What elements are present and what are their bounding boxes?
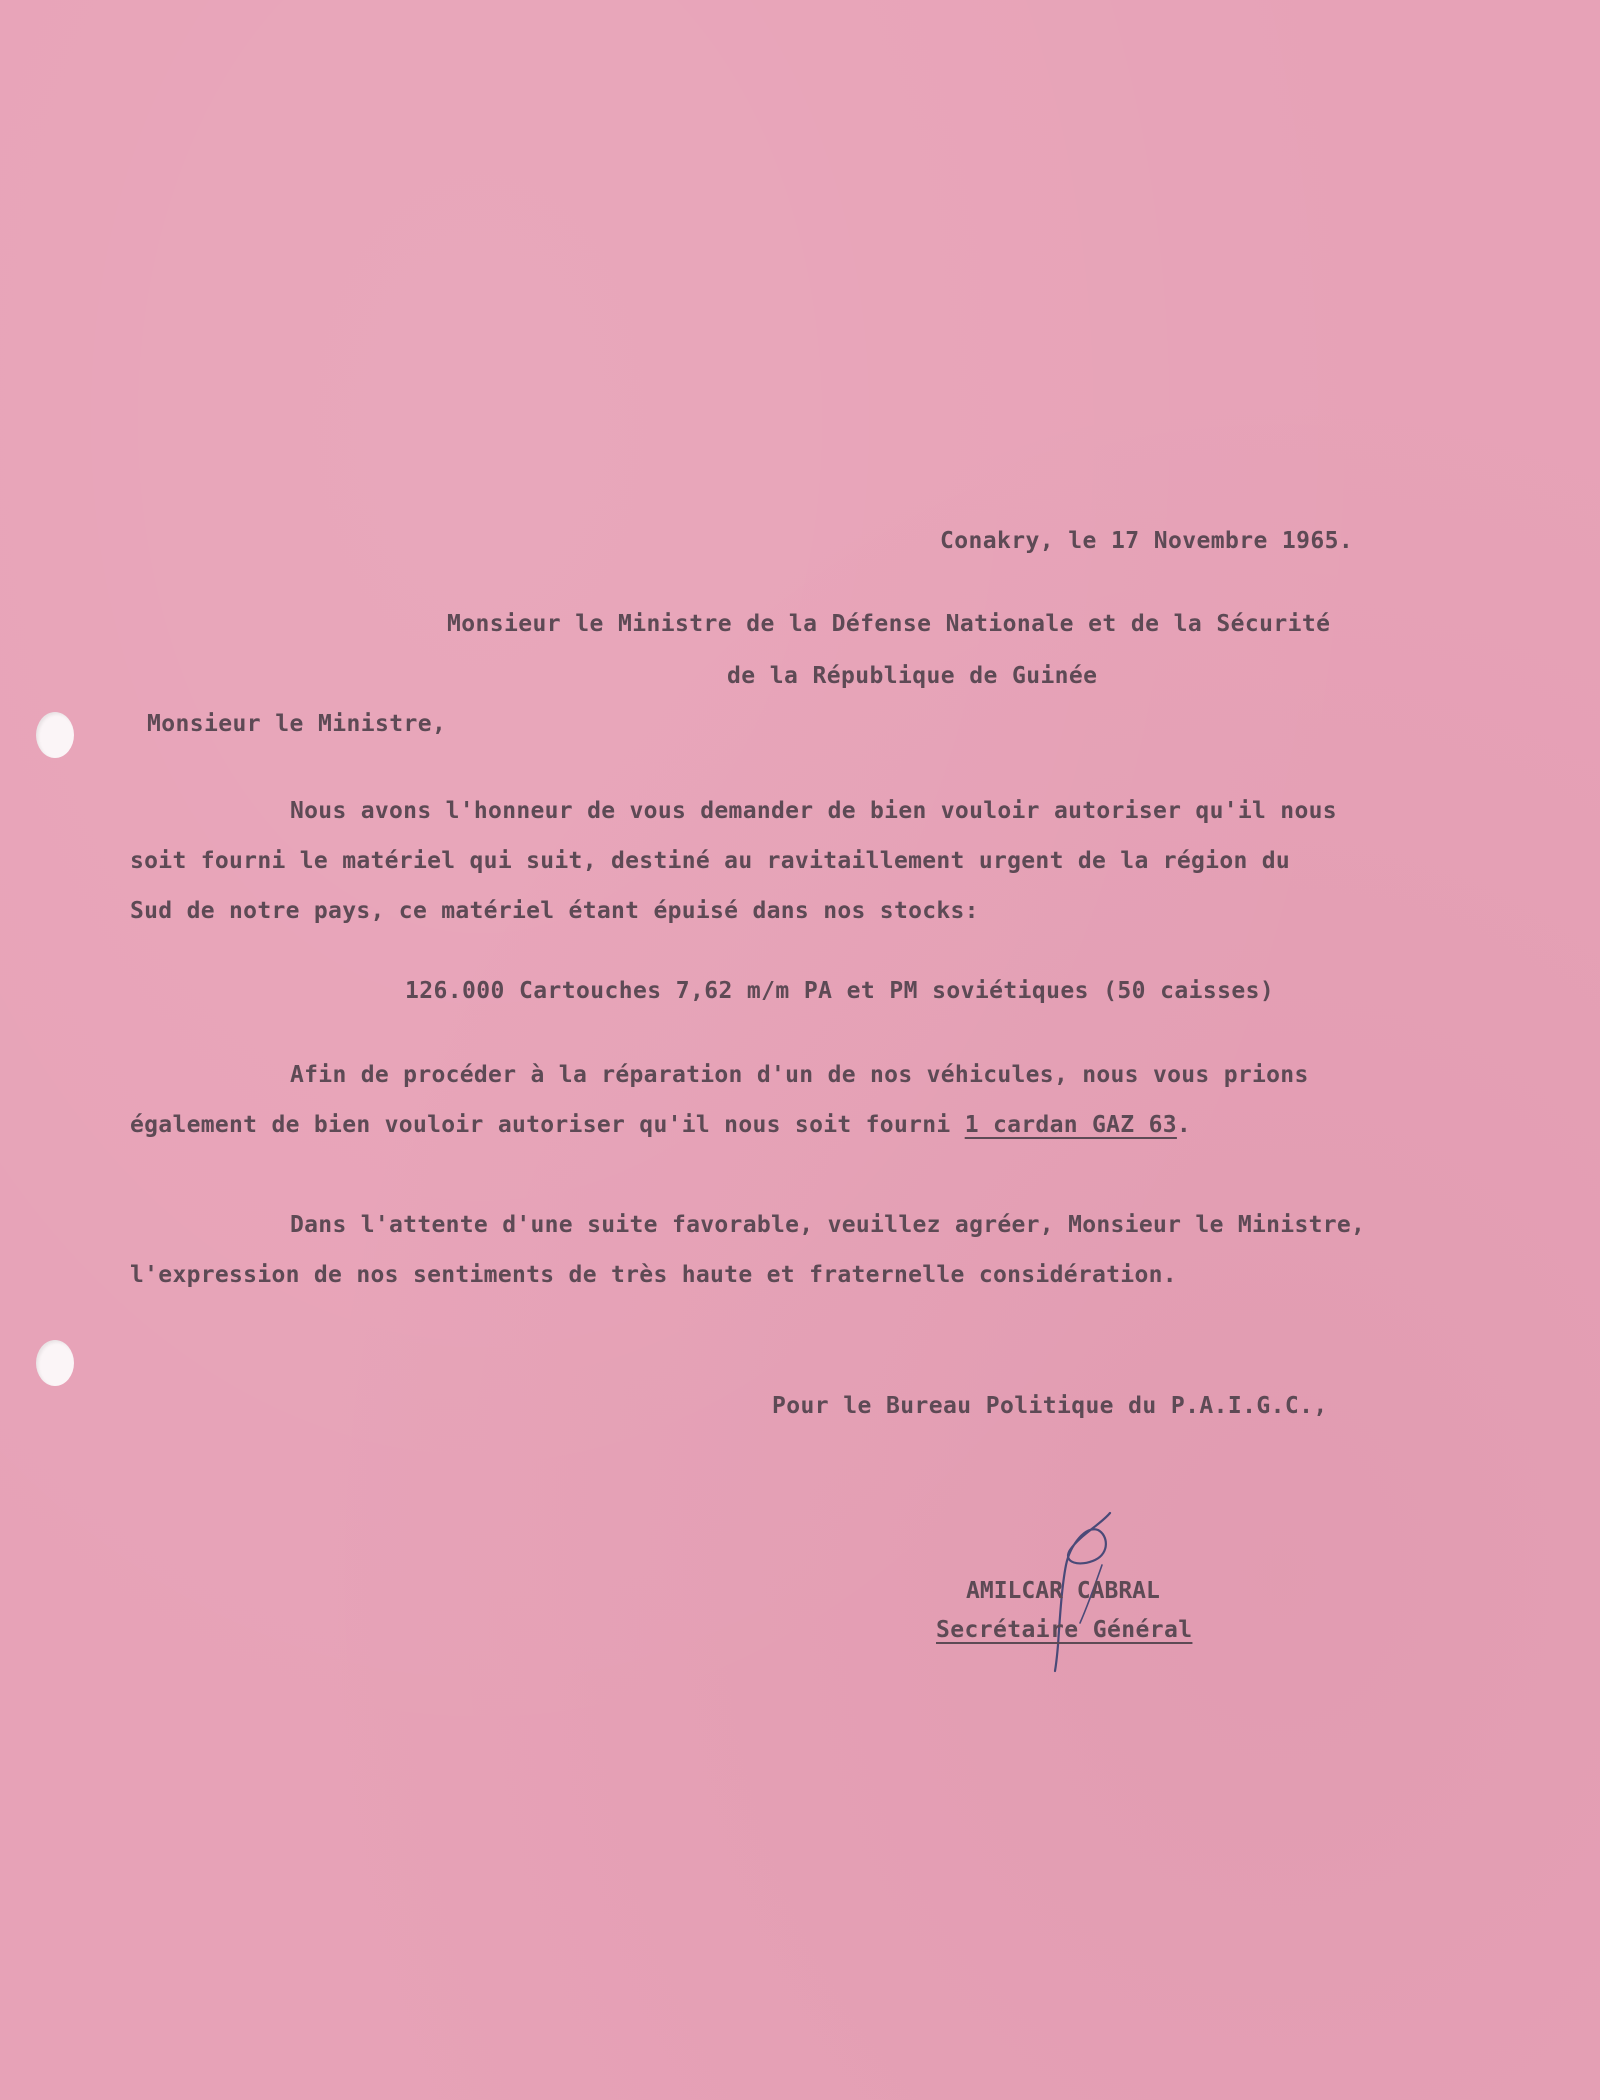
paragraph-vehicle-line-2-prefix: également de bien vouloir autoriser qu'il nous soit fourni: [130, 1112, 965, 1138]
paragraph-vehicle-line-2: [130, 1100, 1309, 1150]
paragraph-vehicle-line-1: Afin de procéder à la réparation d'un de nos véhicules, nous vous prions: [290, 1062, 1309, 1088]
signatory-title: Secrétaire Général: [936, 1617, 1193, 1643]
recipient-line-1: Monsieur le Ministre de la Défense Nationale et de la Sécurité: [447, 611, 1331, 637]
signature-block: [930, 1575, 1250, 1655]
signatory-name: AMILCAR CABRAL: [966, 1578, 1160, 1604]
closing-line: Pour le Bureau Politique du P.A.I.G.C.,: [772, 1393, 1328, 1419]
paragraph-request-line-2: soit fourni le matériel qui suit, destiné au ravitaillement urgent de la région du: [130, 848, 1291, 874]
paragraph-vehicle: [130, 1050, 1309, 1150]
paragraph-vehicle-line-2-suffix: .: [1176, 1112, 1192, 1138]
recipient-line-2: de la République de Guinée: [727, 663, 1098, 689]
paragraph-closing-line-1: Dans l'attente d'une suite favorable, veuillez agréer, Monsieur le Ministre,: [290, 1212, 1366, 1238]
paragraph-request: [130, 786, 1337, 936]
paragraph-closing-line-2: l'expression de nos sentiments de très haute et fraternelle considération.: [130, 1262, 1177, 1288]
paragraph-closing: [130, 1200, 1365, 1300]
cardan-item: 1 cardan GAZ 63: [964, 1112, 1177, 1138]
punch-hole-top: [36, 712, 74, 758]
paragraph-request-line-3: Sud de notre pays, ce matériel étant épuisé dans nos stocks:: [130, 898, 979, 924]
punch-hole-bottom: [36, 1340, 74, 1386]
paragraph-request-line-1: Nous avons l'honneur de vous demander de bien vouloir autoriser qu'il nous: [290, 798, 1337, 824]
salutation: Monsieur le Ministre,: [147, 711, 447, 737]
date-line: Conakry, le 17 Novembre 1965.: [940, 528, 1354, 554]
item-line: 126.000 Cartouches 7,62 m/m PA et PM soviétiques (50 caisses): [405, 978, 1275, 1004]
